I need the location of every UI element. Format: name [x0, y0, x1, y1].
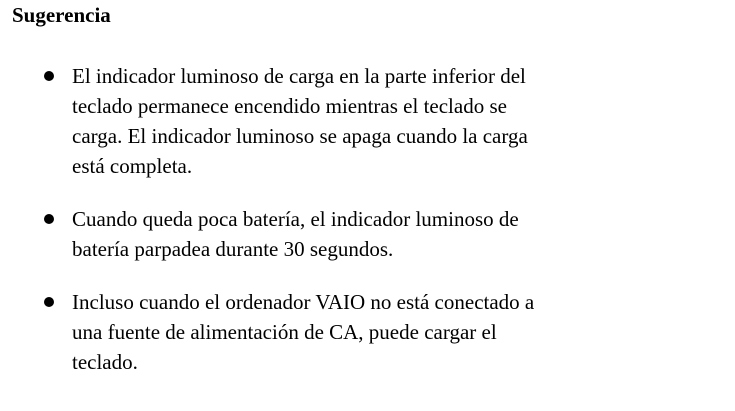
list-item — [0, 61, 547, 181]
tip-text: El indicador luminoso de carga en la parte inferior del teclado permanece encendido mientras el teclado se carga. El indicador luminoso se apaga cuando la carga está completa. — [72, 64, 528, 178]
bullet-icon — [44, 214, 54, 224]
list-item — [0, 287, 547, 377]
list-item — [0, 204, 547, 264]
bullet-icon — [44, 71, 54, 81]
tip-text: Cuando queda poca batería, el indicador luminoso de batería parpadea durante 30 segundos. — [72, 207, 519, 261]
bullet-icon — [44, 297, 54, 307]
page-title: Sugerencia — [12, 3, 111, 27]
tip-list — [0, 61, 735, 400]
tip-text: Incluso cuando el ordenador VAIO no está conectado a una fuente de alimentación de CA, puede cargar el teclado. — [72, 290, 535, 374]
